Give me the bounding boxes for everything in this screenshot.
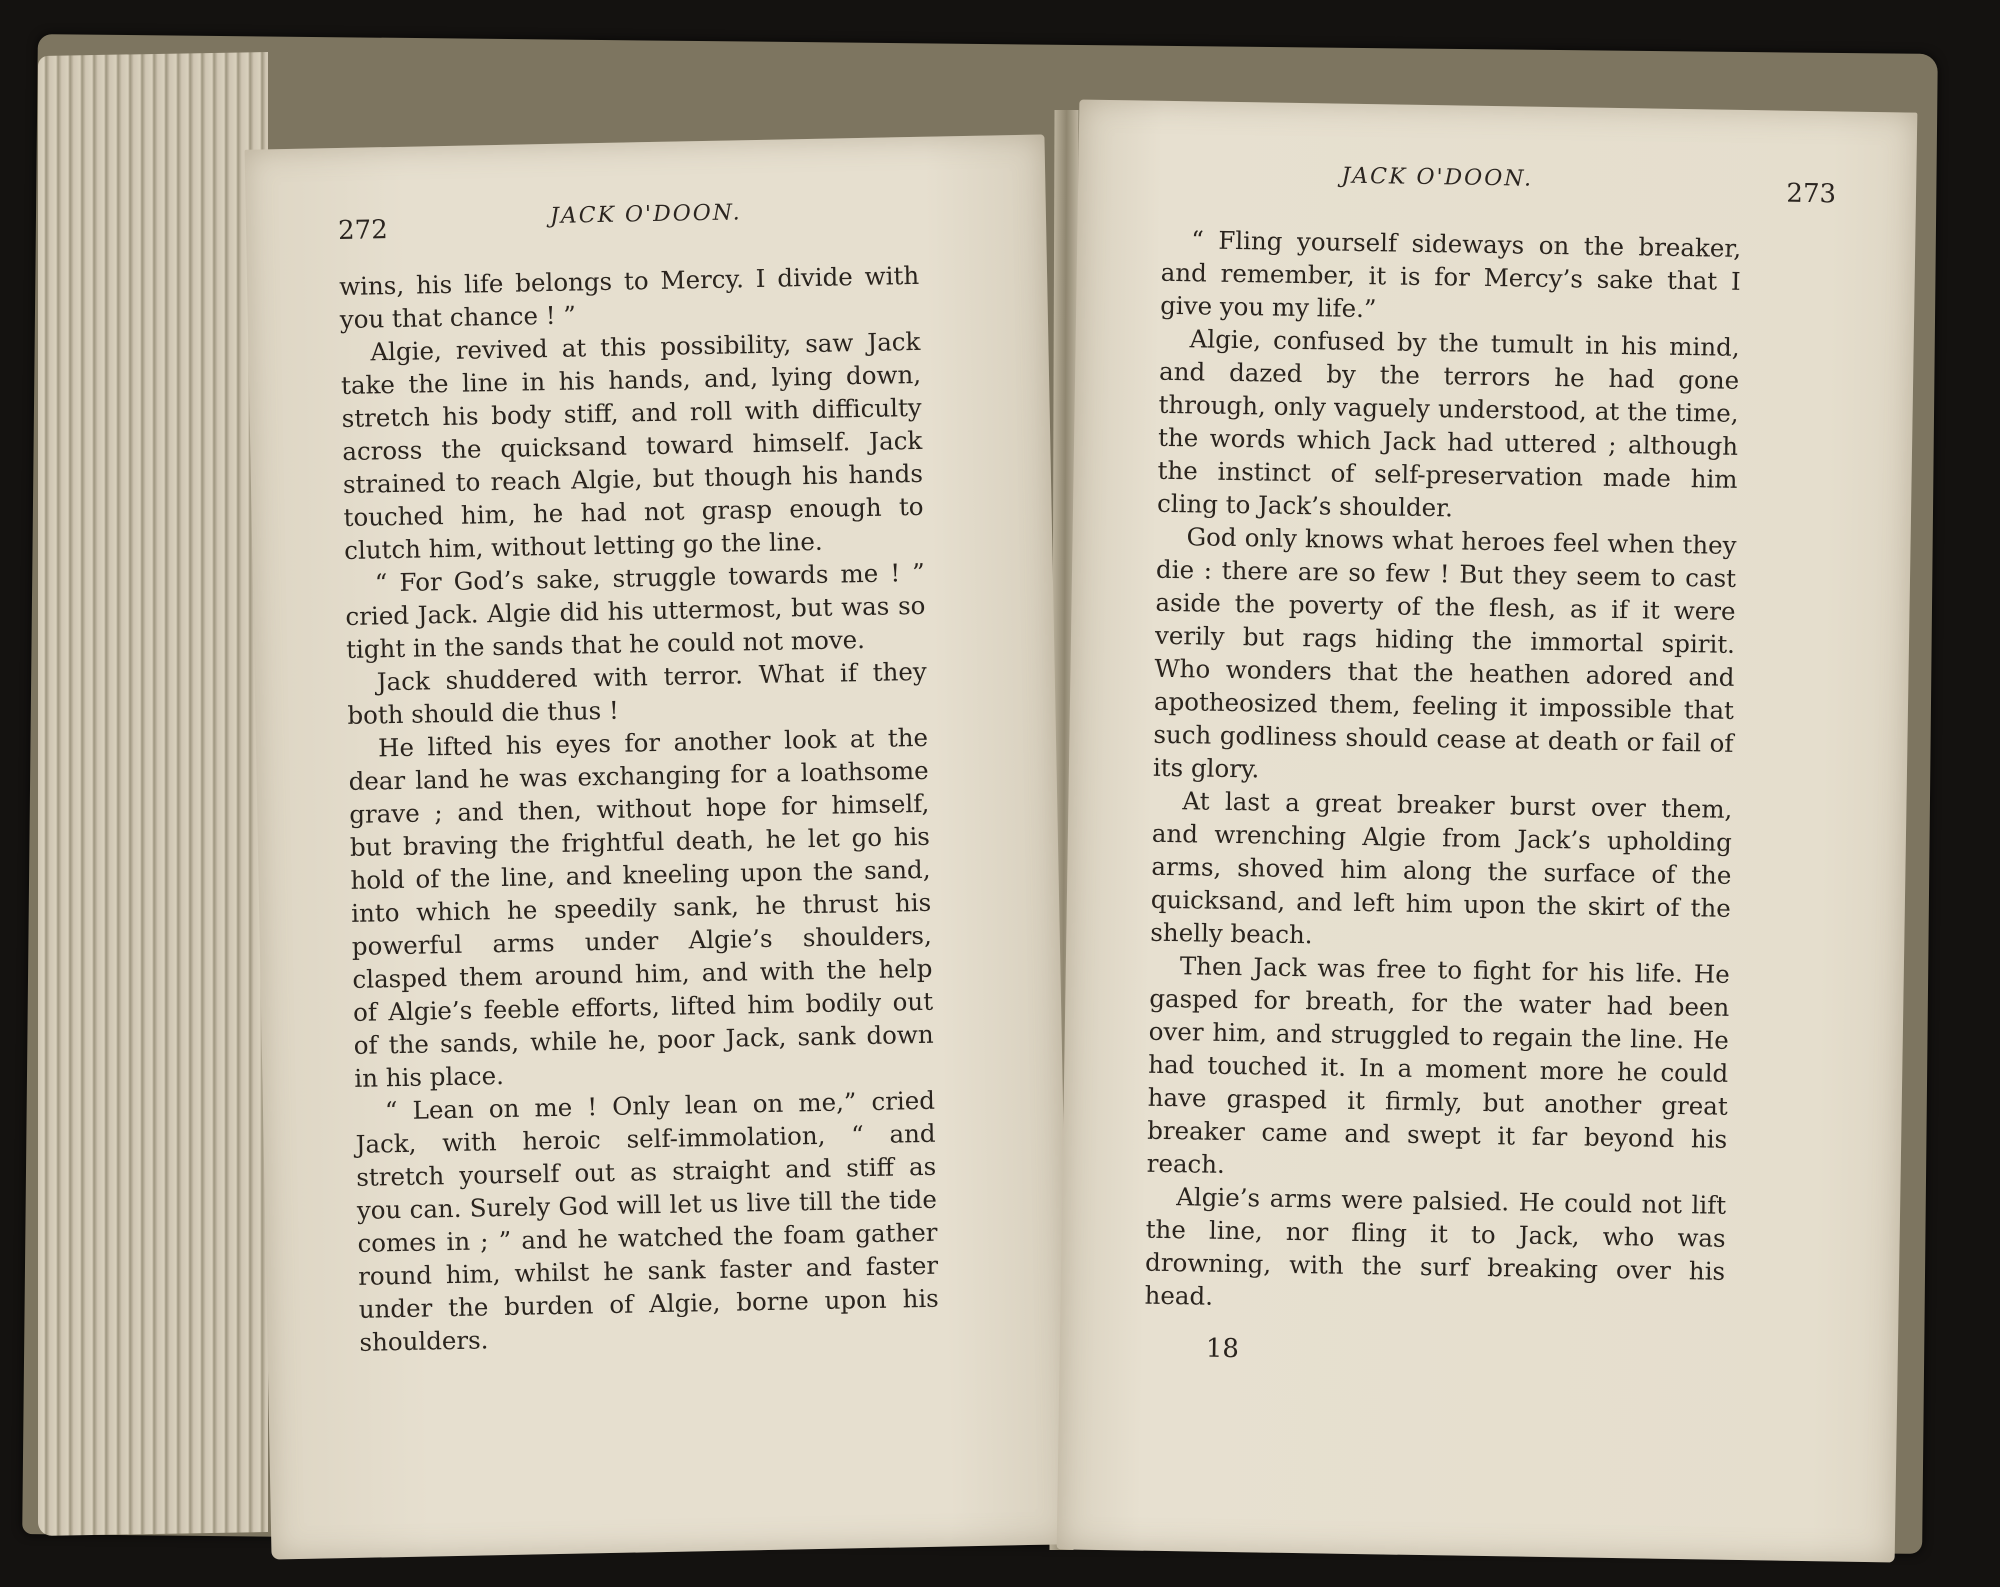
- paragraph: At last a great breaker burst over them, and wrenching Algie from Jack’s upholding arms, shoved him along the surface of the quicksand, and left him upon the skirt of the shelly beach.: [1150, 786, 1733, 950]
- right-page: [1057, 100, 1918, 1563]
- paragraph: Algie, confused by the tumult in his mind, and dazed by the terrors he had gone through, only vaguely understood, at the time, the words which Jack had uttered ; although the instinct of self-preservation made him cling to Jack’s shoulder.: [1156, 324, 1740, 523]
- paragraph: Algie’s arms were palsied. He could not lift the line, nor fling it to Jack, who was drowning, with the surf breaking over his head.: [1144, 1182, 1727, 1311]
- paragraph: “ Fling yourself sideways on the breaker, and remember, it is for Mercy’s sake that I give you my life.”: [1159, 225, 1742, 324]
- paragraph: wins, his life belongs to Mercy. I divide with you that chance ! ”: [338, 260, 920, 335]
- right-page-header: [1078, 160, 1917, 213]
- left-running-head: JACK O'DOON.: [549, 200, 742, 229]
- left-page: [245, 134, 1072, 1559]
- paragraph: He lifted his eyes for another look at the dear land he was exchanging for a loathsome grave ; and then, without hope for himself, but braving the frightful death, he let go his hold of the line, and kneeling upon the sand, into which he speedily sank, he thrust his powerful arms under Algie’s shoulders, clasped them around him, and with the help of Algie’s feeble efforts, lifted him bodily out of the sands, while he, poor Jack, sank down in his place.: [348, 722, 934, 1093]
- right-page-number: 273: [1786, 178, 1837, 210]
- paragraph: “ Lean on me ! Only lean on me,” cried Jack, with heroic self-immolation, “ and stretch yourself out as straight and stiff as you can. Surely God will let us live till the tide comes in ; ” and he watched the foam gather round him, whilst he sank faster and faster under the burden of Algie, borne upon his shoulders.: [355, 1085, 939, 1357]
- paragraph: Jack shuddered with terror. What if they both should die thus !: [347, 656, 927, 730]
- right-page-body: [1144, 223, 1741, 1321]
- paragraph: Algie, revived at this possibility, saw Jack take the line in his hands, and, lying down, stretch his body stiff, and roll with difficulty across the quicksand toward himself. Jack strained to reach Algie, but though his hands touched him, he had not grasp enough to clutch him, without letting go the line.: [340, 326, 924, 565]
- paragraph: Then Jack was free to fight for his life. He gasped for breath, for the water had been over him, and struggled to regain the line. He had touched it. In a moment more he could have grasped it firmly, but another great breaker came and swept it far beyond his reach.: [1146, 951, 1731, 1179]
- left-page-body: [339, 259, 940, 1359]
- left-page-header: [246, 194, 1047, 249]
- paragraph: “ For God’s sake, struggle towards me ! ” cried Jack. Algie did his uttermost, but was so tight in the sands that he could not move.: [345, 557, 926, 664]
- left-page-number: 272: [337, 215, 389, 247]
- paragraph: God only knows what heroes feel when they die : there are so few ! But they seem to cast aside the poverty of the flesh, as if it were verily but rags hiding the immortal spirit. Who wonders that the heathen adored and apotheosized them, feeling it impossible that such godliness should cease at death or fail of its glory.: [1152, 522, 1737, 784]
- right-running-head: JACK O'DOON.: [1341, 163, 1534, 192]
- signature-mark: 18: [1205, 1333, 1240, 1365]
- page-edges: [38, 52, 268, 1536]
